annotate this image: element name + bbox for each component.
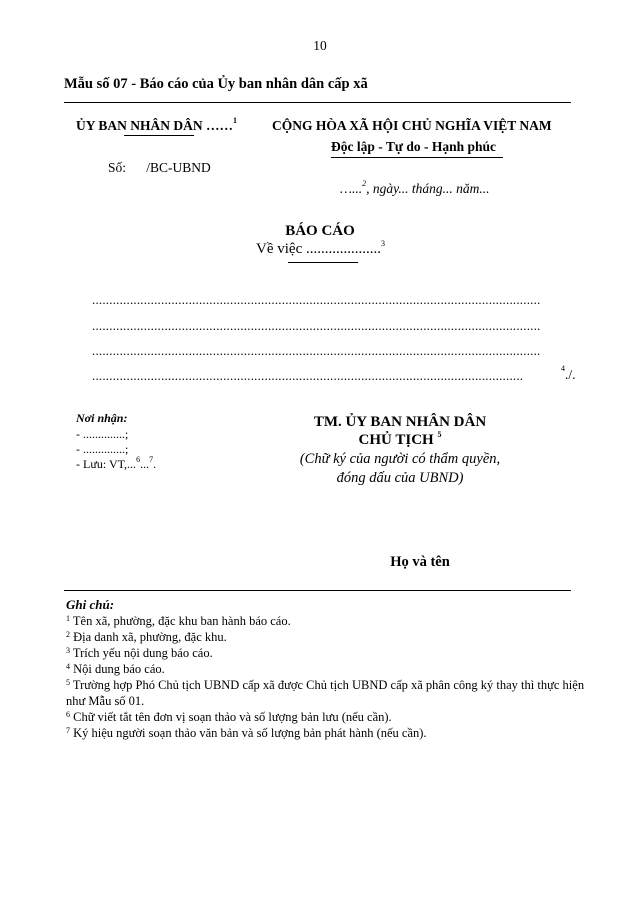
- content-line: ..................................................................................................................................: [92, 318, 541, 333]
- note-text: Tên xã, phường, đặc khu ban hành báo cáo.: [72, 614, 291, 628]
- subject-underline: [288, 262, 358, 263]
- note-item: [66, 677, 586, 709]
- note-number: 2: [66, 630, 70, 639]
- notes-label: Ghi chú:: [66, 597, 115, 612]
- content-line: ..................................................................................................................................: [92, 343, 541, 358]
- subject-label: Về việc ....................: [256, 241, 381, 257]
- note-item: [66, 645, 586, 661]
- content-footnote-mark: 4: [561, 364, 565, 373]
- note-text: Ký hiệu người soạn thảo văn bản và số lượng bản phát hành (nếu cần).: [73, 726, 427, 740]
- content-end-mark: ./.: [565, 367, 576, 382]
- subject-footnote-mark: 3: [380, 239, 385, 248]
- notes-list: [66, 613, 586, 741]
- archive-footnote-mark: 6: [136, 455, 141, 464]
- signature-instruction: đóng dấu của UBND): [336, 470, 464, 486]
- content-line: ..................................................................................................................................: [92, 292, 541, 307]
- document-number: Số: /BC-UBND: [108, 160, 211, 175]
- signature-instruction: (Chữ ký của người có thẩm quyền,: [299, 451, 501, 467]
- note-item: [66, 725, 586, 741]
- agency-label: ỦY BAN NHÂN DÂN ……: [76, 118, 233, 133]
- archive-period: .: [153, 457, 157, 471]
- note-number: 3: [66, 646, 70, 655]
- subject-line: [256, 241, 385, 258]
- agency-name: [76, 118, 237, 134]
- note-item: [66, 629, 586, 645]
- place-date: [340, 181, 490, 197]
- place-date-suffix: , ngày... tháng... năm...: [366, 181, 490, 196]
- content-last-line: [92, 366, 576, 384]
- note-number: 1: [66, 614, 70, 623]
- note-number: 7: [66, 726, 70, 735]
- agency-footnote-mark: 1: [233, 116, 237, 125]
- title-rule: [64, 102, 571, 103]
- note-text: Địa danh xã, phường, đặc khu.: [73, 630, 227, 644]
- note-text: Trường hợp Phó Chủ tịch UBND cấp xã được Chủ tịch UBND cấp xã phân công ký thay thì thực hiện như Mẫu số 01.: [66, 678, 585, 708]
- note-item: [66, 613, 586, 629]
- note-text: Chữ viết tắt tên đơn vị soạn thảo và số lượng bản lưu (nếu cần).: [73, 710, 392, 724]
- signature-title: [280, 432, 520, 449]
- note-item: [66, 709, 586, 725]
- notes-rule: [64, 590, 571, 591]
- place-date-prefix: …...: [340, 181, 363, 196]
- signature-title-label: CHỦ TỊCH: [358, 432, 434, 448]
- note-number: 4: [66, 662, 70, 671]
- motto-underline: [331, 157, 503, 158]
- note-text: Nội dung báo cáo.: [73, 662, 165, 676]
- recipient-item: - ..............;: [76, 427, 129, 441]
- archive-dots: ...: [140, 457, 150, 471]
- place-date-footnote-mark: 2: [362, 179, 367, 188]
- content-line: .............................................................................................................................: [92, 368, 524, 383]
- independence-motto: Độc lập - Tự do - Hạnh phúc: [331, 139, 497, 154]
- note-number: 5: [66, 678, 70, 687]
- archive-footnote-mark: 7: [149, 455, 154, 464]
- recipient-item: - ..............;: [76, 442, 129, 456]
- signature-authority: TM. ỦY BAN NHÂN DÂN: [313, 414, 487, 430]
- agency-underline: [124, 135, 194, 136]
- note-item: [66, 661, 586, 677]
- signature-footnote-mark: 5: [437, 430, 442, 439]
- recipients-label: Nơi nhận:: [76, 411, 128, 425]
- recipient-archive: [76, 457, 156, 472]
- note-number: 6: [66, 710, 70, 719]
- note-text: Trích yếu nội dung báo cáo.: [72, 646, 213, 660]
- national-motto: CỘNG HÒA XÃ HỘI CHỦ NGHĨA VIỆT NAM: [272, 118, 552, 133]
- signer-name: Họ và tên: [390, 554, 450, 570]
- page-number: 10: [313, 38, 327, 53]
- document-title: BÁO CÁO: [285, 223, 355, 239]
- form-title: Mẫu số 07 - Báo cáo của Ủy ban nhân dân cấp xã: [64, 76, 368, 92]
- archive-label: - Lưu: VT,...: [76, 457, 137, 471]
